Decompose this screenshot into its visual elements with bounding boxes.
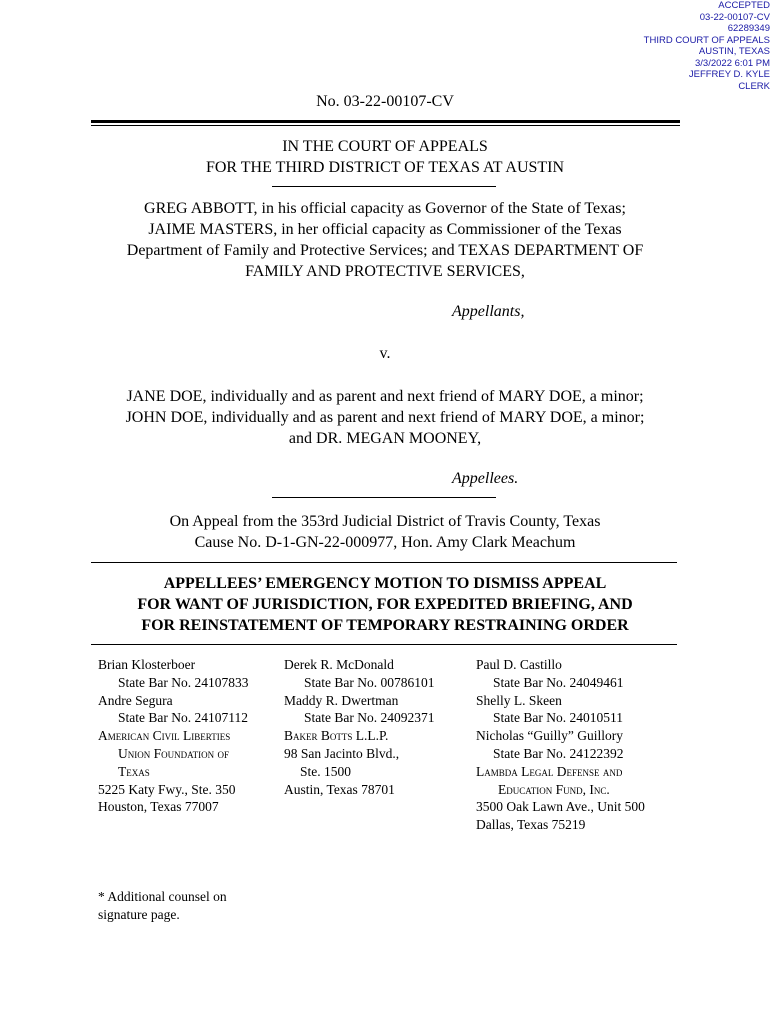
double-rule-bottom — [91, 125, 680, 126]
rule-above-title — [91, 562, 677, 563]
counsel-column-baker-botts — [284, 656, 435, 798]
court-line-2: FOR THE THIRD DISTRICT OF TEXAS AT AUSTIN — [205, 159, 565, 176]
address-line: Ste. 1500 — [300, 763, 352, 779]
appeal-info — [0, 511, 770, 553]
bar-number: State Bar No. 24010511 — [493, 710, 623, 726]
appellees-line: JANE DOE, individually and as parent and next friend of MARY DOE, a minor; — [126, 388, 644, 405]
address-line: Dallas, Texas 75219 — [476, 817, 586, 833]
stamp-line: JEFFREY D. KYLE — [688, 69, 770, 80]
appellees-line: JOHN DOE, individually and as parent and next friend of MARY DOE, a minor; — [125, 409, 645, 426]
motion-title-line-2: FOR WANT OF JURISDICTION, FOR EXPEDITED BRIEFING, AND — [137, 596, 633, 613]
organization-name: American Civil Liberties — [98, 728, 231, 744]
attorney-name: Shelly L. Skeen — [476, 692, 562, 708]
court-name — [0, 136, 770, 178]
divider-after-court — [272, 186, 496, 187]
appellants-line: FAMILY AND PROTECTIVE SERVICES, — [245, 263, 525, 280]
organization-name: Lambda Legal Defense and — [476, 763, 623, 779]
attorney-name: Paul D. Castillo — [476, 657, 562, 672]
stamp-line: THIRD COURT OF APPEALS — [643, 34, 770, 46]
bar-number: State Bar No. 24122392 — [493, 745, 624, 761]
appellees-block — [0, 386, 770, 449]
appellants-line: Department of Family and Protective Services; and TEXAS DEPARTMENT OF — [126, 242, 644, 259]
counsel-column-aclu — [98, 656, 249, 816]
note-line-1: * Additional counsel on — [98, 889, 227, 904]
attorney-name: Derek R. McDonald — [284, 657, 394, 672]
case-number: No. 03-22-00107-CV — [316, 93, 454, 110]
versus: v. — [379, 345, 391, 362]
address-line: 98 San Jacinto Blvd., — [284, 745, 400, 761]
organization-name: Union Foundation of — [118, 745, 230, 761]
stamp-line: CLERK — [738, 80, 770, 92]
appellants-block — [0, 198, 770, 282]
address-line: 5225 Katy Fwy., Ste. 350 — [98, 781, 236, 797]
stamp-line: ACCEPTED — [718, 0, 770, 11]
attorney-name: Brian Klosterboer — [98, 657, 196, 672]
motion-title — [0, 573, 770, 636]
motion-title-line-1: APPELLEES’ EMERGENCY MOTION TO DISMISS APPEAL — [163, 575, 607, 592]
court-line-1: IN THE COURT OF APPEALS — [282, 138, 488, 155]
rule-below-title — [91, 644, 677, 645]
bar-number: State Bar No. 00786101 — [304, 674, 435, 690]
attorney-name: Nicholas “Guilly” Guillory — [476, 728, 623, 744]
appellees-role: Appellees. — [452, 470, 519, 487]
bar-number: State Bar No. 24107112 — [118, 710, 248, 726]
attorney-name: Maddy R. Dwertman — [284, 692, 399, 708]
motion-title-line-3: FOR REINSTATEMENT OF TEMPORARY RESTRAINING ORDER — [141, 617, 629, 634]
stamp-line: 03-22-00107-CV — [699, 11, 770, 23]
additional-counsel-note — [98, 888, 227, 924]
organization-name: Education Fund, Inc. — [498, 781, 610, 797]
address-line: 3500 Oak Lawn Ave., Unit 500 — [476, 799, 645, 815]
stamp-line: 3/3/2022 6:01 PM — [695, 57, 770, 69]
bar-number: State Bar No. 24049461 — [493, 674, 624, 690]
address-line: Houston, Texas 77007 — [98, 799, 219, 815]
address-line: Austin, Texas 78701 — [284, 781, 395, 797]
double-rule-top — [91, 120, 680, 123]
counsel-column-lambda-legal — [476, 656, 645, 834]
appeal-line-2: Cause No. D-1-GN-22-000977, Hon. Amy Clark Meachum — [194, 534, 576, 551]
stamp-line: AUSTIN, TEXAS — [698, 46, 770, 57]
appellees-line: and DR. MEGAN MOONEY, — [288, 430, 482, 447]
attorney-name: Andre Segura — [98, 692, 173, 708]
appellants-role: Appellants, — [452, 303, 525, 320]
divider-after-parties — [272, 497, 496, 498]
appeal-line-1: On Appeal from the 353rd Judicial District of Travis County, Texas — [169, 513, 601, 530]
stamp-line: 62289349 — [727, 23, 770, 34]
bar-number: State Bar No. 24107833 — [118, 674, 249, 690]
organization-name: Baker Botts L.L.P. — [284, 728, 389, 744]
organization-name: Texas — [118, 763, 150, 779]
clerk-acceptance-stamp — [530, 0, 770, 92]
appellants-line: GREG ABBOTT, in his official capacity as Governor of the State of Texas; — [144, 200, 626, 217]
bar-number: State Bar No. 24092371 — [304, 710, 435, 726]
appellants-line: JAIME MASTERS, in her official capacity as Commissioner of the Texas — [148, 221, 622, 238]
note-line-2: signature page. — [98, 906, 180, 922]
